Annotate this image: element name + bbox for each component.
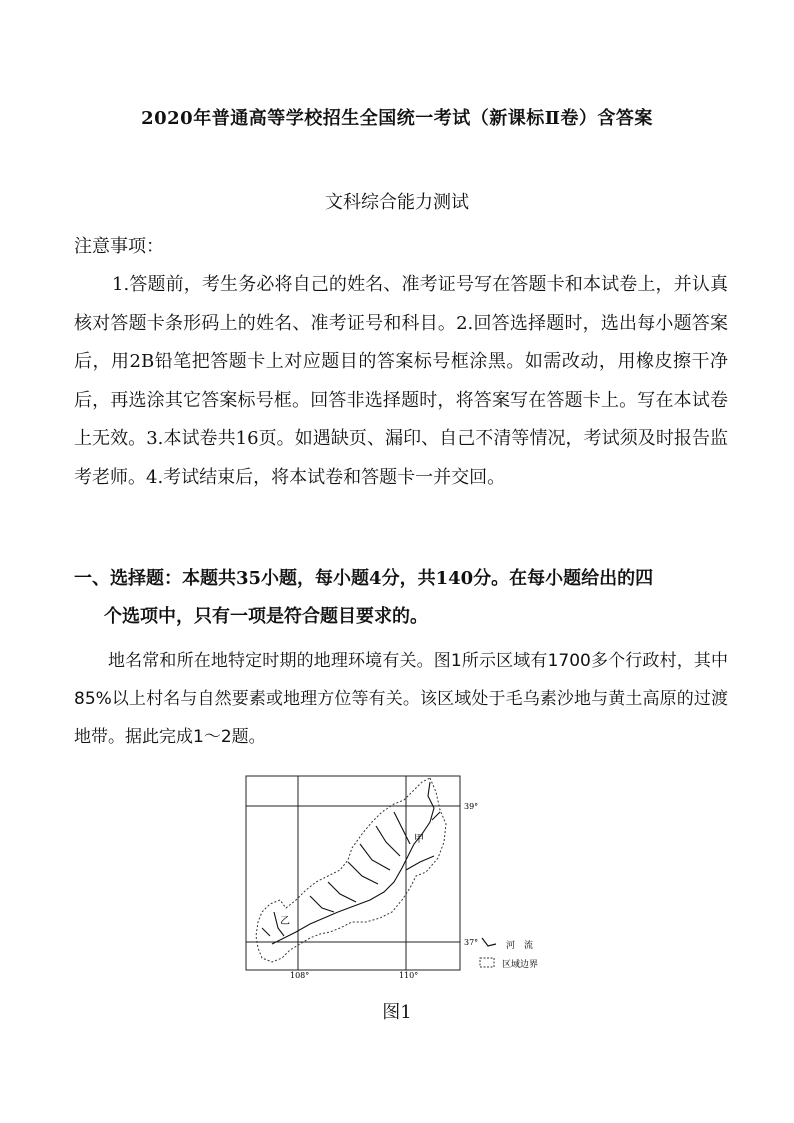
- figure-caption: 图1: [382, 1002, 412, 1023]
- exam-subtitle: 文科综合能力测试: [325, 192, 469, 213]
- exam-title: 2020年普通高等学校招生全国统一考试（新课标Ⅱ卷）含答案: [141, 108, 653, 129]
- section-line-1: 一、选择题：本题共35小题，每小题4分，共140分。在每小题给出的四: [74, 568, 654, 589]
- question-intro: 地名常和所在地特定时期的地理环境有关。图1所示区域有1700多个行政村，其中85%以上村名与自然要素或地理方位等有关。该区域处于毛乌素沙地与黄土高原的过渡地带。据此完成1～2题。: [74, 651, 728, 747]
- notice-body: 1.答题前，考生务必将自己的姓名、准考证号写在答题卡和本试卷上，并认真核对答题卡条形码上的姓名、准考证号和科目。2.回答选择题时，选出每小题答案后，用2B铅笔把答题卡上对应题目的答案标号框涂黑。如需改动，用橡皮擦干净后，再选涂其它答案标号框。回答非选择题时，将答案写在答题卡上。写在本试卷上无效。3.本试卷共16页。如遇缺页、漏印、自己不清等情况，考试须及时报告监考老师。4.考试结束后，将本试卷和答题卡一并交回。: [74, 274, 728, 488]
- region-map: [244, 772, 554, 982]
- notice-heading: 注意事项：: [74, 236, 164, 257]
- label-lon-108: 108°: [290, 971, 310, 980]
- legend-river-label: 河 流: [506, 941, 534, 951]
- label-jia: 甲: [414, 834, 424, 845]
- label-lon-110: 110°: [399, 971, 419, 980]
- section-heading: [74, 560, 734, 636]
- label-yi: 乙: [280, 916, 290, 927]
- label-lat-39: 39°: [464, 802, 479, 811]
- label-lat-37: 37°: [464, 938, 479, 947]
- legend-boundary-icon: [480, 958, 494, 967]
- legend-river-icon: [482, 938, 496, 946]
- legend-boundary-label: 区域边界: [502, 960, 539, 970]
- section-line-2: 个选项中，只有一项是符合题目要求的。: [104, 606, 428, 627]
